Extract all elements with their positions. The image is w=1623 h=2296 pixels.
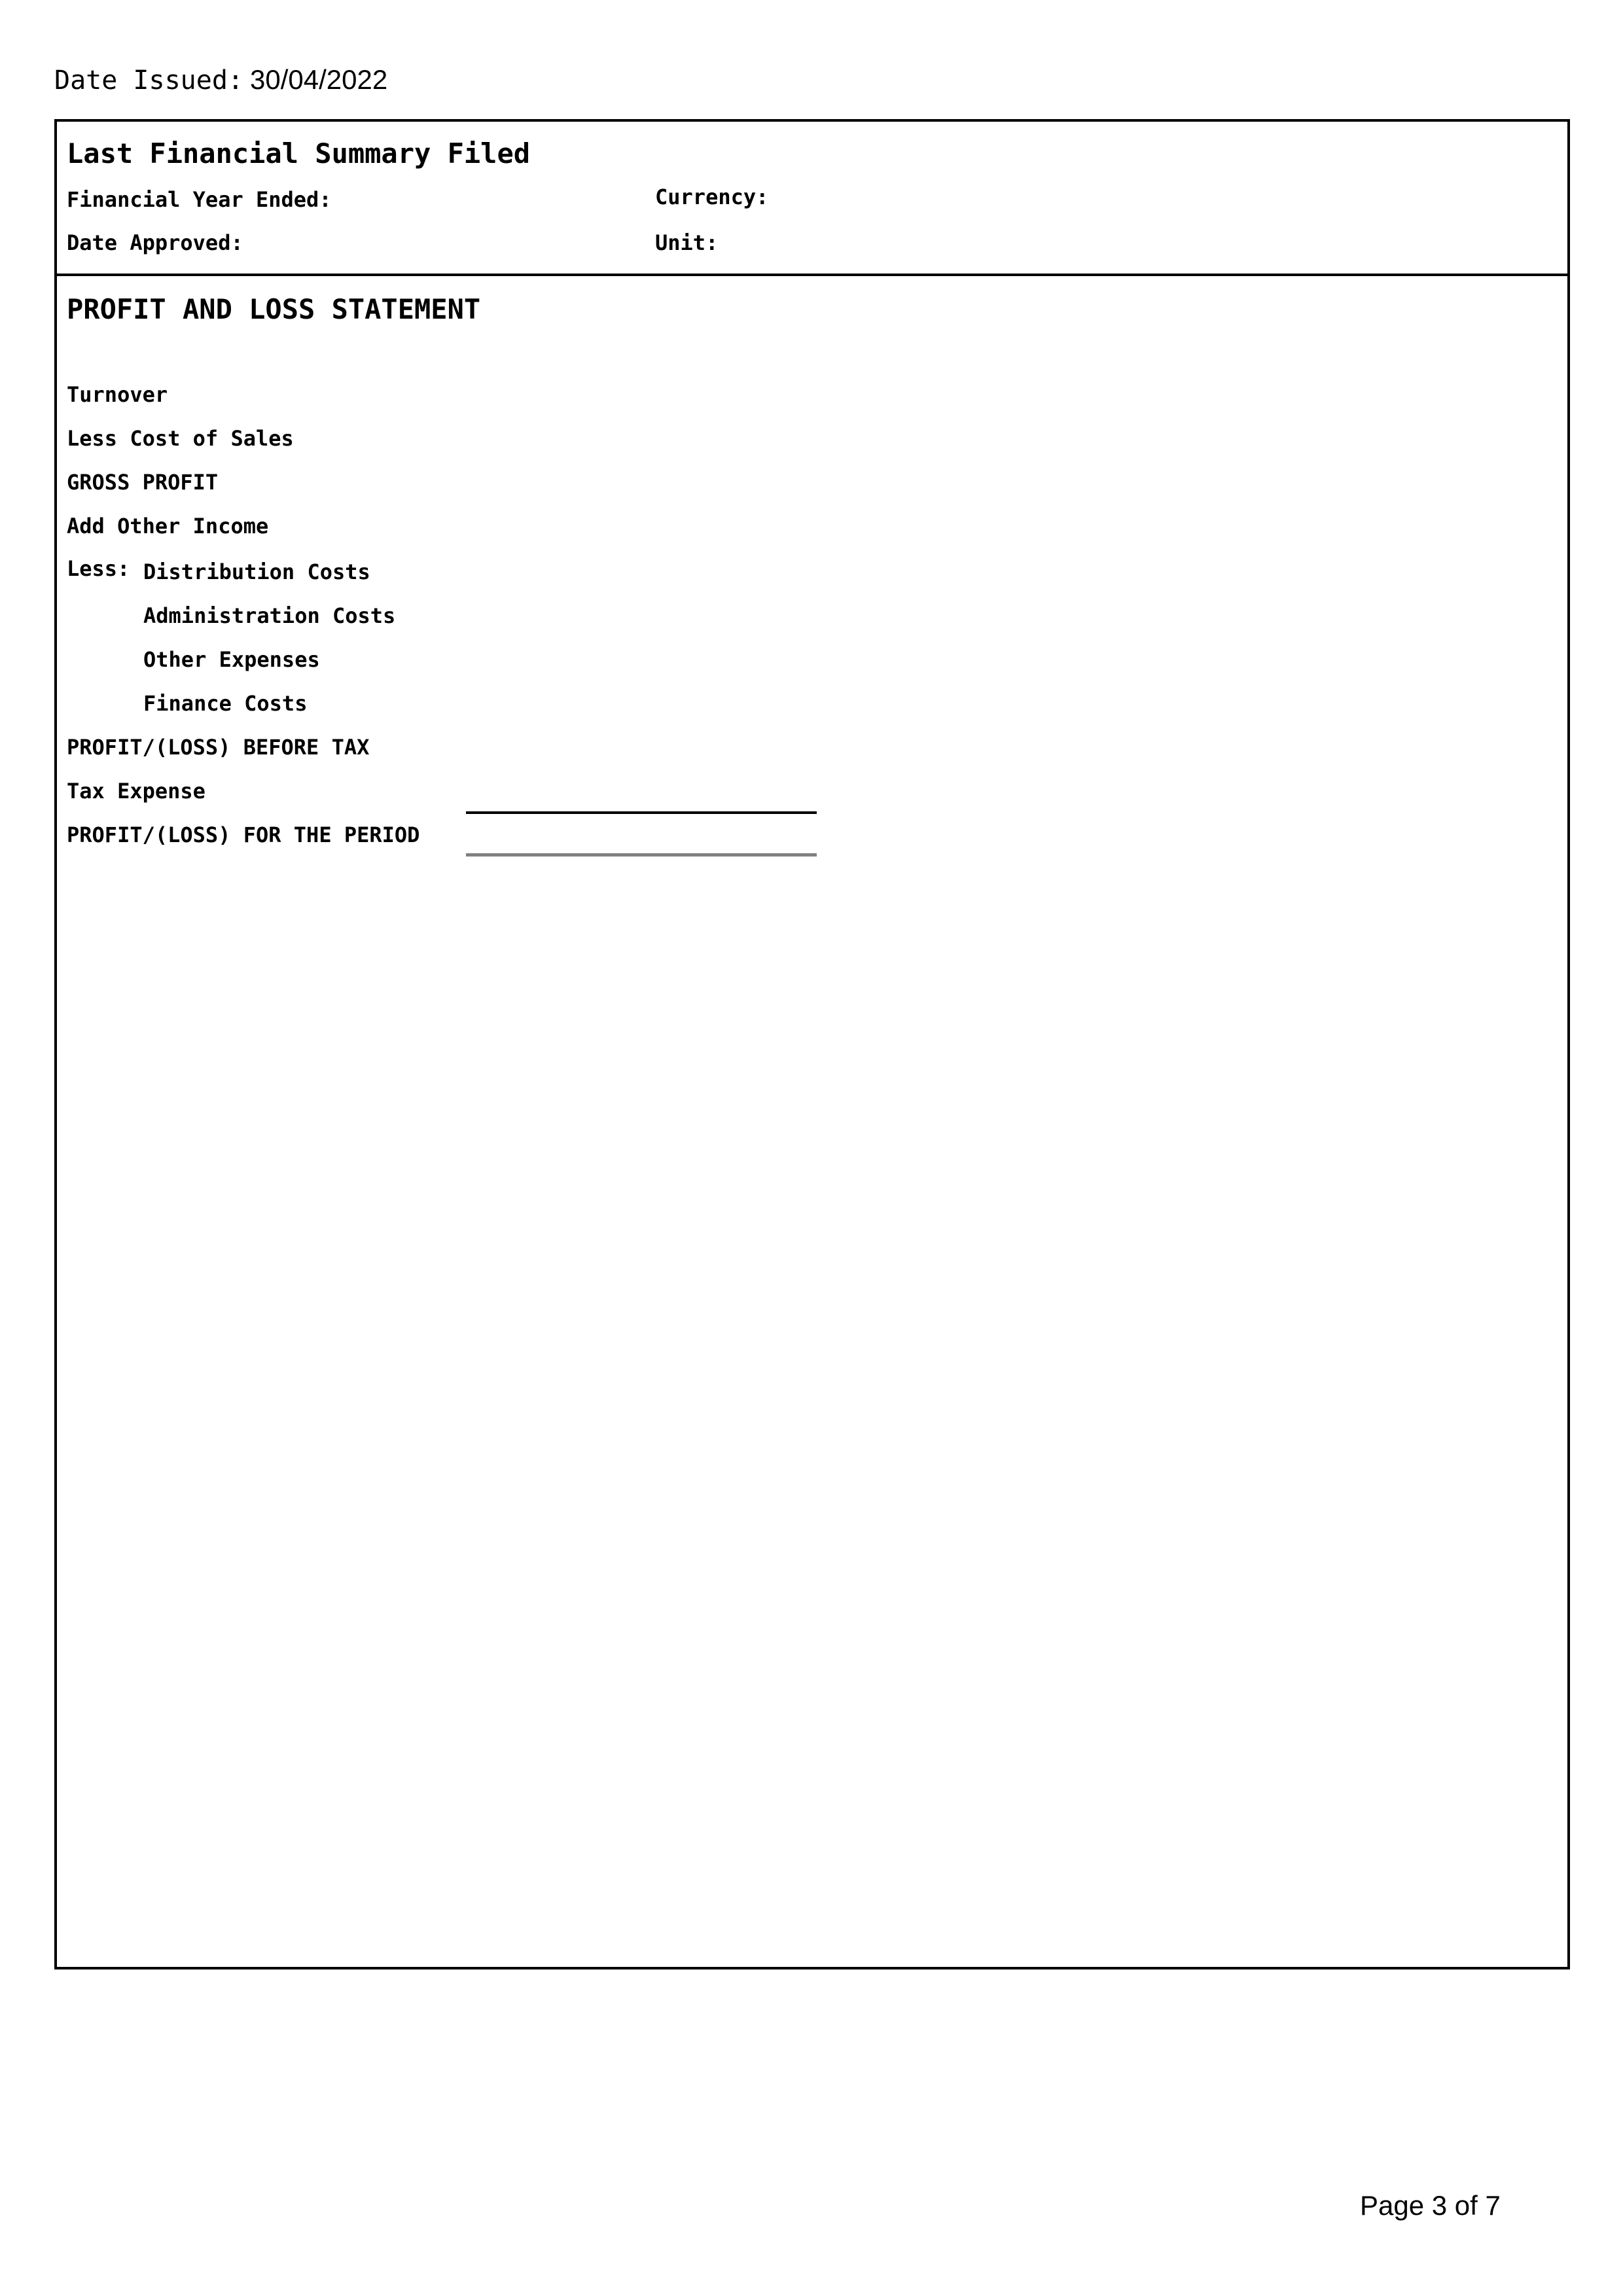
- total-rule: [466, 853, 817, 857]
- date-approved-label: Date Approved:: [67, 230, 243, 255]
- summary-header: [57, 122, 1567, 276]
- administration-costs-label: Administration Costs: [143, 603, 396, 628]
- other-income-label: Add Other Income: [67, 514, 269, 539]
- tax-expense-label: Tax Expense: [67, 779, 205, 804]
- summary-title: Last Financial Summary Filed: [67, 137, 531, 169]
- page-number: Page 3 of 7: [1360, 2190, 1501, 2221]
- finance-costs-label: Finance Costs: [143, 691, 308, 716]
- financial-summary-frame: [54, 119, 1570, 1969]
- less-label: Less:: [67, 556, 130, 581]
- date-issued-value: 30/04/2022: [249, 64, 388, 95]
- subtotal-rule: [466, 811, 817, 814]
- distribution-costs-label: Distribution Costs: [143, 559, 370, 584]
- gross-profit-label: GROSS PROFIT: [67, 470, 219, 495]
- unit-label: Unit:: [655, 230, 719, 255]
- profit-before-tax-label: PROFIT/(LOSS) BEFORE TAX: [67, 735, 370, 760]
- turnover-label: Turnover: [67, 382, 168, 407]
- date-issued-label: Date Issued:: [54, 65, 243, 96]
- profit-loss-title: PROFIT AND LOSS STATEMENT: [67, 293, 481, 325]
- currency-label: Currency:: [655, 185, 769, 209]
- date-issued: [54, 64, 387, 96]
- financial-year-ended-label: Financial Year Ended:: [67, 187, 332, 212]
- cost-of-sales-label: Less Cost of Sales: [67, 426, 294, 451]
- other-expenses-label: Other Expenses: [143, 647, 320, 672]
- profit-for-period-label: PROFIT/(LOSS) FOR THE PERIOD: [67, 822, 420, 847]
